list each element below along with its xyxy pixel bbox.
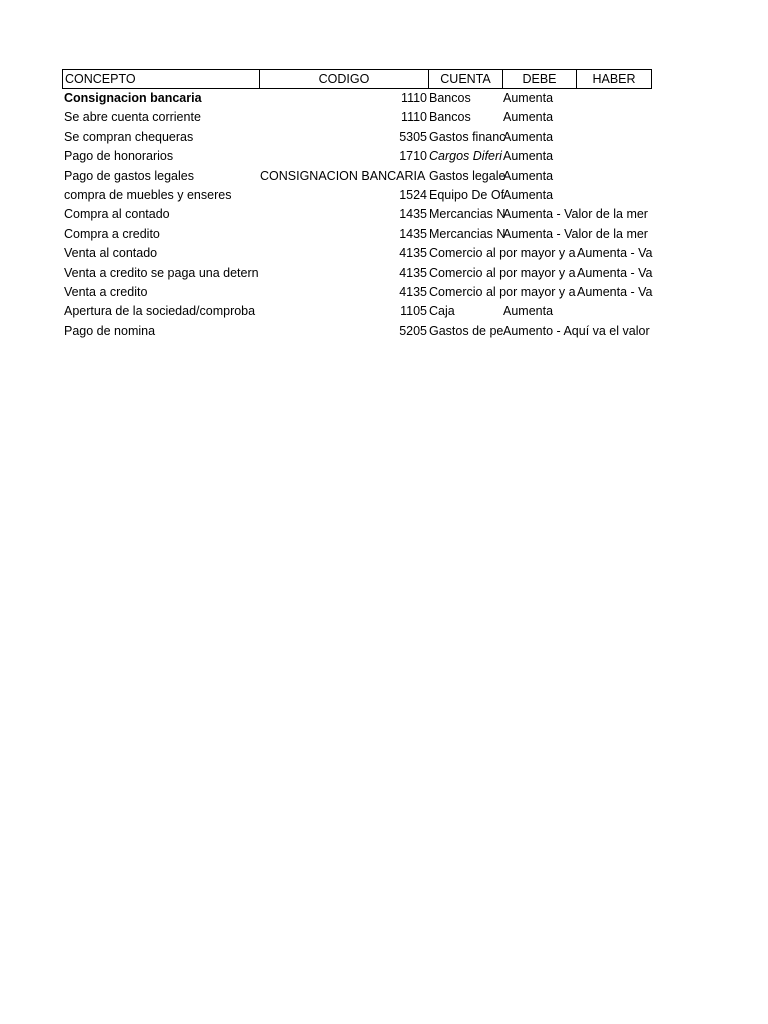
header-concepto: CONCEPTO (63, 70, 260, 88)
cell-debe: Aumenta - Valor de la mer (503, 226, 648, 241)
cell-codigo: 4135 (399, 284, 427, 299)
cell-cuenta: Mercancias N (429, 226, 506, 241)
cell-cuenta: Gastos legale (429, 168, 506, 183)
header-debe: DEBE (503, 70, 577, 88)
cell-haber (577, 108, 651, 127)
cell-haber (577, 322, 651, 341)
table-row (62, 322, 652, 341)
cell-debe: Aumenta (503, 149, 554, 164)
cell-cuenta: Comercio al por mayor y a (429, 265, 576, 280)
header-row (62, 69, 652, 89)
cell-concepto: Se abre cuenta corriente (64, 110, 201, 125)
cell-haber (577, 147, 651, 166)
spreadsheet-table (62, 69, 652, 341)
table-row (62, 225, 652, 244)
table-body (62, 89, 652, 341)
table-row (62, 264, 652, 283)
cell-cuenta: Caja (429, 304, 455, 319)
cell-haber (577, 302, 651, 321)
header-haber: HABER (592, 72, 636, 86)
cell-concepto: Compra al contado (64, 207, 170, 222)
cell-concepto: Consignacion bancaria (64, 91, 202, 105)
table-row (62, 128, 652, 147)
cell-cuenta: Equipo De Of (429, 187, 505, 202)
cell-cuenta: Gastos financ (429, 129, 506, 144)
cell-concepto: Pago de nomina (64, 323, 156, 338)
cell-cuenta: Bancos (429, 110, 471, 125)
cell-cuenta: Mercancias N (429, 207, 506, 222)
cell-codigo: 1710 (399, 149, 427, 164)
cell-haber (577, 186, 651, 205)
table-row (62, 186, 652, 205)
cell-debe (503, 244, 577, 263)
cell-codigo-text: CONSIGNACION BANCARIA (260, 168, 426, 183)
cell-debe: Aumenta (503, 304, 554, 319)
cell-haber (577, 128, 651, 147)
cell-concepto: Apertura de la sociedad/comproba (64, 304, 256, 319)
cell-concepto: Pago de honorarios (64, 149, 174, 164)
cell-concepto: Venta a credito se paga una detern (64, 265, 259, 280)
cell-haber: Aumenta - Va (577, 265, 653, 280)
cell-codigo: 4135 (399, 246, 427, 261)
cell-haber (577, 167, 651, 186)
cell-haber (577, 205, 651, 224)
cell-debe: Aumenta - Valor de la mer (503, 207, 648, 222)
cell-codigo: 5305 (399, 129, 427, 144)
cell-debe: Aumenta (503, 91, 554, 105)
cell-codigo: 1524 (399, 187, 427, 202)
cell-cuenta: Comercio al por mayor y a (429, 284, 576, 299)
cell-concepto: Venta a credito (64, 284, 148, 299)
cell-codigo: 1435 (399, 207, 427, 222)
cell-codigo: 1105 (400, 304, 427, 319)
cell-haber (577, 89, 651, 108)
cell-concepto: Venta al contado (64, 246, 158, 261)
cell-haber: Aumenta - Va (577, 284, 653, 299)
cell-debe (503, 283, 577, 302)
table-row (62, 167, 652, 186)
table-row (62, 302, 652, 321)
cell-concepto: Se compran chequeras (64, 129, 194, 144)
table-row (62, 89, 652, 108)
table-row (62, 147, 652, 166)
cell-concepto: Pago de gastos legales (64, 168, 194, 183)
table-row (62, 108, 652, 127)
header-codigo: CODIGO (260, 70, 429, 88)
cell-codigo: 5205 (399, 323, 427, 338)
cell-haber (577, 225, 651, 244)
cell-concepto: Compra a credito (64, 226, 160, 241)
cell-codigo: 1110 (401, 110, 427, 125)
cell-debe (503, 264, 577, 283)
cell-codigo: 1435 (399, 226, 427, 241)
cell-codigo: 1110 (401, 91, 427, 105)
cell-concepto: compra de muebles y enseres (64, 187, 232, 202)
cell-haber: Aumenta - Va (577, 246, 653, 261)
cell-codigo: 4135 (399, 265, 427, 280)
cell-debe: Aumenta (503, 187, 554, 202)
cell-cuenta: Cargos Diferi (429, 149, 502, 164)
cell-codigo (388, 167, 427, 186)
cell-cuenta: Bancos (429, 91, 471, 105)
cell-debe: Aumenta (503, 110, 554, 125)
cell-debe: Aumenta (503, 168, 554, 183)
cell-debe: Aumenta (503, 129, 554, 144)
cell-cuenta: Comercio al por mayor y a (429, 246, 576, 261)
table-row (62, 205, 652, 224)
table-row (62, 244, 652, 263)
cell-cuenta: Gastos de pe (429, 323, 504, 338)
cell-debe: Aumento - Aquí va el valor (503, 323, 650, 338)
table-row (62, 283, 652, 302)
header-cuenta: CUENTA (429, 70, 503, 88)
